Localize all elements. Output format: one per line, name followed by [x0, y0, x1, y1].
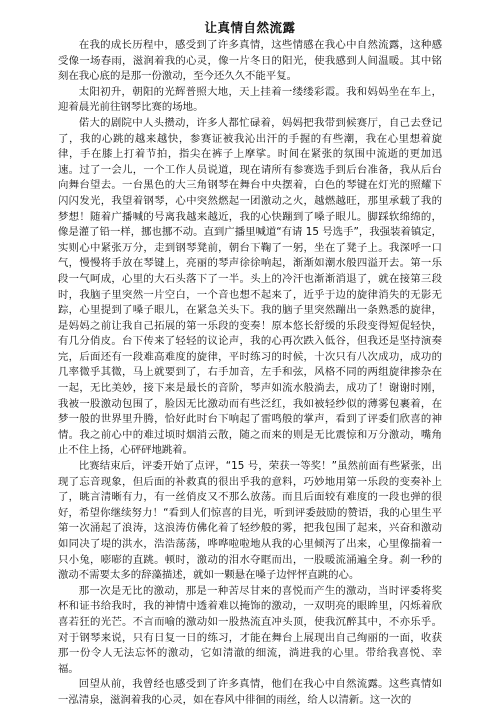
- paragraph: 那一次是无比的激动，那是一种苦尽甘来的喜悦而产生的激动，当时评委将奖杯和证书给我时，我的神情中透着难以掩饰的激动，一双明亮的眼眸里，闪烁着欣喜若狂的光芒。不言而喻的激动如一股热流直冲头顶，使我沉醉其中，不亦乐乎。对于钢琴来说，只有日复一日的练习，才能在舞台上展现出自己绚丽的一面，收获那一份令人无法忘怀的激动，它如清澈的细流，淌进我的心里。带给我喜悦、幸福。: [58, 584, 442, 675]
- paragraph: 比赛结束后，评委开始了点评，“15 号，荣获一等奖！”虽然前面有些紧张，出现了忘音现象，但后面的补救真的很出乎我的意料，巧妙地用第一乐段的变奏补上了，眺言清晰有力，有一丝俏皮又不那么放荡。而且后面较有难度的一段也弹的很好，希望你继续努力！“看到人们惊喜的目光，听到评委鼓励的赞语，我的心里生平第一次涌起了浪涛，这浪涛仿佛化着了轻纱般的雾，把我包围了起来，兴奋和激动如同决了堤的洪水，浩浩荡荡，哗哗啦啦地从我的心里倾泻了出来，心里像揣着一只小兔，嘭嘭的直跳。顿时，激动的泪水夺眶而出，一股暖流涌遍全身。刹一秒的激动不需要太多的辞藻描述，就如一颗悬在嗓子边怦怦直跳的心。: [58, 460, 442, 582]
- paragraph: 在我的成长历程中，感受到了许多真情，这些情感在我心中自然流露，这种感受像一场春雨，滋润着我的心灵，像一片冬日的阳光，使我感到人间温暖。其中铭刻在我心底的是那一份激动，至今还久久不能平复。: [58, 39, 442, 83]
- document-title: 让真情自然流露: [204, 20, 296, 35]
- paragraph: 太阳初升，朝阳的光辉普照大地，天上挂着一缕缕彩霞。我和妈妈坐在车上，迎着晨光前往钢琴比赛的场地。: [58, 85, 442, 114]
- document-body: [58, 38, 442, 709]
- paragraph: 偌大的剧院中人头攒动，许多人都忙碌着，妈妈把我带到候赛厅，自己去登记了，我的心跳的越来越快，参赛证被我沁出汗的手握的有些潮，我在心里想着旋律，手在膝上打着节拍，指尖在裤子上摩挲。时间在紧张的氛围中流逝的更加迅速。过了一会儿，一个工作人员说道，现在请所有参赛选手到后台准备，我从后台向舞台望去。一台黑色的大三角钢琴在舞台中央摆着，白色的琴键在灯光的照耀下闪闪发光，我望着钢琴，心中突然燃起一团激动之火，越燃越旺，那里承载了我的梦想！随着广播喊的号离我越来越近，我的心快蹦到了嗓子眼儿。脚踩软绵绵的，像是灌了铅一样，挪也挪不动。直到广播里喊道“有请 15 号选手”，我强装着镇定，实则心中紧张万分，走到钢琴凳前，朝台下鞠了一躬，坐在了凳子上。我深呼一口气，慢慢将手放在琴键上，亮丽的琴声徐徐响起，渐渐如潮水般四溢开去。第一乐段一气呵成，心里的大石头落下了一半。头上的冷汗也渐渐消退了，就在接第三段时，我脑子里突然一片空白，一个音也想不起来了，近乎于边的旋律消失的无影无踪，心里提到了嗓子眼儿，在紧急关头下。我的脑子里突然蹦出一条熟悉的旋律，是妈妈之前让我自己拓展的第一乐段的变奏！原本悠长舒缓的乐段变得短促轻快，有几分俏皮。台下传来了轻轻的议论声，我的心再次跌入低谷，但我还是坚持演奏完，后面还有一段难高难度的旋律，平时练习的时候，十次只有八次成功，成功的几率微乎其微，马上就要到了，右手加音，左手和弦，风格不同的两组旋律掺杂在一起，无比美妙，接下来是最长的音阶，琴声如流水般淌去，成功了！谢谢时刚，我被一股激动包围了，脸因无比激动而有些泛红，我如被轻纱似的薄雾包裹着，在梦一般的世界里升腾，恰好此时台下响起了雷鸣般的掌声，看到了评委们欣喜的神情。我之前心中的难过顷时烟消云散，随之而来的则是无比震惊和万分激动，嘴角止不住上扬，心砰砰地跳着。: [58, 116, 442, 457]
- paragraph: 回望从前，我曾经也感受到了许多真情，他们在我心中自然流露。这些真情如一泓清泉，滋润着我的心灵，如在春风中徘徊的雨丝，给人以清新。这一次的: [58, 678, 442, 706]
